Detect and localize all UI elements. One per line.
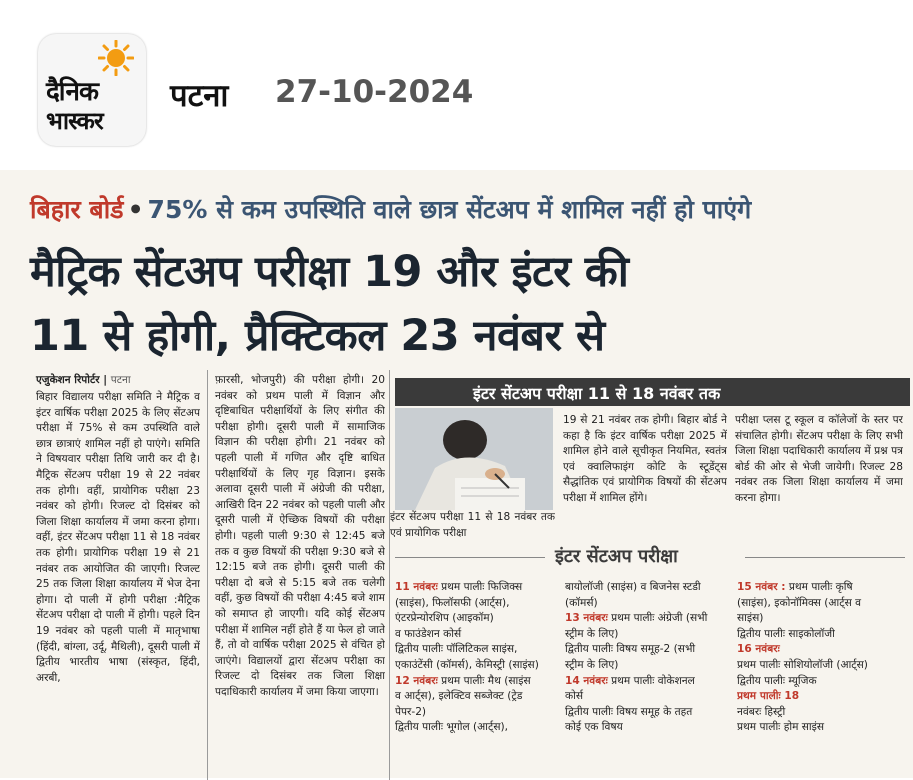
byline-place: पटना	[110, 374, 131, 386]
photo-adjacent-text: इंटर सेंटअप परीक्षा 11 से 18 नवंबर तक एवं प्रायोगिक परीक्षा	[390, 511, 555, 539]
subhead-rule-left	[395, 557, 545, 558]
edition-date: 27-10-2024	[275, 74, 474, 110]
schedule-text: स्ट्रीम के लिए)	[565, 627, 619, 640]
schedule-line	[737, 627, 907, 643]
schedule-column-1	[395, 580, 555, 780]
schedule-text: (साइंस), फिलॉसफी (आर्ट्स),	[395, 596, 510, 609]
schedule-text: द्वितीय पालीः म्यूजिक	[737, 674, 817, 687]
students-writing-photo	[395, 408, 553, 510]
schedule-text: द्वितीय पालीः साइकोलॉजी	[737, 627, 835, 640]
schedule-line	[565, 720, 730, 736]
column-divider	[389, 370, 390, 780]
schedule-line	[565, 596, 730, 612]
schedule-subhead: इंटर सेंटअप परीक्षा	[555, 546, 678, 567]
schedule-date-label: 11 नवंबरः	[395, 581, 438, 593]
schedule-line	[395, 627, 555, 643]
schedule-text: (कॉमर्स)	[565, 596, 598, 609]
logo-line-1: दैनिक	[46, 77, 98, 107]
schedule-line	[737, 642, 907, 658]
byline-reporter: एजुकेशन रिपोर्टर	[36, 374, 100, 386]
schedule-line	[395, 642, 555, 658]
schedule-line	[395, 720, 555, 736]
sun-icon	[98, 40, 134, 76]
schedule-line	[565, 674, 730, 690]
source-header	[0, 0, 913, 170]
schedule-text: व आर्ट्स), इलेक्टिव सब्जेक्ट (ट्रेड	[395, 690, 523, 703]
schedule-date-label: 15 नवंबर :	[737, 581, 786, 593]
schedule-text: व फाउंडेशन कोर्स	[395, 627, 462, 640]
headline-line-2: 11 से होगी, प्रैक्टिकल 23 नवंबर से	[30, 311, 605, 361]
newspaper-clipping	[0, 170, 913, 778]
schedule-line	[737, 705, 907, 721]
schedule-text: नवंबरः हिस्ट्री	[737, 705, 786, 718]
schedule-line	[395, 705, 555, 721]
schedule-line	[395, 689, 555, 705]
schedule-text: प्रथम पालीः कृषि	[785, 581, 853, 593]
schedule-text: कोर्स	[565, 690, 584, 703]
schedule-text: एंटरप्रेन्योरशिप (आइकॉम)	[395, 612, 494, 625]
schedule-text: प्रथम पालीः सोशियोलॉजी (आर्ट्स)	[737, 658, 868, 671]
schedule-column-3	[737, 580, 907, 780]
schedule-line	[565, 705, 730, 721]
article-column-4: परीक्षा प्लस टू स्कूल व कॉलेजों के स्तर पर संचालित होगी। सेंटअप परीक्षा के लिए सभी जिला शिक्षा पदाधिकारी कार्यालय में प्रश्न पत्र बोर्ड की ओर से भेजी जायेगी। रिजल्ट 28 नवंबर तक जिला शिक्षा कार्यालय में जमा करना होगा।	[735, 414, 903, 504]
schedule-line	[737, 611, 907, 627]
exam-photo-illustration	[395, 408, 553, 510]
schedule-line	[395, 658, 555, 674]
schedule-date-label: 13 नवंबरः	[565, 612, 608, 625]
kicker	[30, 192, 751, 226]
schedule-line	[395, 611, 555, 627]
schedule-text: स्ट्रीम के लिए)	[565, 658, 619, 671]
schedule-date-label: 12 नवंबरः	[395, 674, 438, 687]
schedule-text: प्रथम पालीः होम साइंस	[737, 721, 825, 734]
schedule-text: प्रथम पालीः वोकेशनल	[607, 674, 695, 687]
schedule-column-2	[565, 580, 730, 780]
headline-line-1: मैट्रिक सेंटअप परीक्षा 19 और इंटर की	[30, 247, 629, 297]
schedule-line	[565, 689, 730, 705]
schedule-text: प्रथम पालीः फिजिक्स	[437, 581, 523, 593]
schedule-line	[737, 689, 907, 705]
city-label: पटना	[170, 78, 229, 114]
column-divider	[207, 370, 208, 780]
article-column-2: फ़ारसी, भोजपुरी) की परीक्षा होगी। 20 नवंबर को प्रथम पाली में विज्ञान और दृष्टिबाधित परीक्षार्थियों के लिए संगीत की परीक्षा होगी। दूसरी पाली में सामाजिक विज्ञान की परीक्षा होगी। 21 नवंबर को पहली पाली में गणित और दृष्टि बाधित परीक्षार्थियों के लिए गृह विज्ञान। इसके अलावा दूसरी पाली में अंग्रेजी की परीक्षा, आखिरी दिन 22 नवंबर को पहली पाली और दूसरी पाली में ऐच्छिक विषयों की परीक्षा होगी। पहली पाली 9:30 से 12:45 बजे तक व कुछ विषयों की परीक्षा 9:30 बजे से 12:15 बजे तक होगी। दूसरी पाली की परीक्षा दो बजे से 5:15 बजे तक चलेगी वहीं, कुछ विषयों की परीक्षा 4:45 बजे शाम को समाप्त हो जाएगी। यदि कोई सेंटअप परीक्षा में शामिल नहीं होते हैं या फेल हो जाते हैं, तो वो वार्षिक परीक्षा 2025 से वंचित हो जाएंगे। विद्यालयों द्वारा सेंटअप परीक्षा का रिजल्ट दो दिसंबर तक जिला शिक्षा पदाधिकारी कार्यालय में जमा किया जाएगा।	[215, 374, 385, 698]
schedule-text: द्वितीय पालीः भूगोल (आर्ट्स),	[395, 721, 508, 734]
schedule-text: एकाउंटेंसी (कॉमर्स), केमिस्ट्री (साइंस)	[395, 658, 539, 671]
schedule-line	[737, 596, 907, 612]
schedule-text: (साइंस), इकोनॉमिक्स (आर्ट्स व	[737, 596, 862, 609]
schedule-text: बायोलॉजी (साइंस) व बिजनेस स्टडी	[565, 581, 701, 593]
schedule-text: द्वितीय पालीः विषय समूह-2 (सभी	[565, 643, 696, 656]
schedule-date-label: 14 नवंबरः	[565, 674, 608, 687]
schedule-line	[737, 674, 907, 690]
byline: एजुकेशन रिपोर्टर | पटना	[36, 374, 131, 386]
schedule-line	[565, 611, 730, 627]
schedule-line	[565, 627, 730, 643]
schedule-text: प्रथम पालीः मैथ (साइंस	[437, 674, 531, 687]
schedule-line	[395, 674, 555, 690]
schedule-date-label: 16 नवंबरः	[737, 643, 780, 656]
kicker-board: बिहार बोर्ड	[30, 195, 124, 224]
schedule-line	[737, 720, 907, 736]
kicker-text: 75% से कम उपस्थिति वाले छात्र सेंटअप में शामिल नहीं हो पाएंगे	[147, 195, 752, 224]
schedule-line	[395, 596, 555, 612]
schedule-text: पेपर-2)	[395, 705, 427, 718]
subhead-rule-right	[745, 557, 905, 558]
schedule-text: द्वितीय पालीः विषय समूह के तहत	[565, 705, 693, 718]
schedule-text: साइंस)	[737, 612, 764, 625]
dainik-bhaskar-logo	[38, 34, 146, 146]
schedule-text: प्रथम पालीः अंग्रेजी (सभी	[607, 612, 708, 625]
article-column-3: 19 से 21 नवंबर तक होगी। बिहार बोर्ड ने कहा है कि इंटर वार्षिक परीक्षा 2025 में शामिल होने वाले सूचीकृत नियमित, स्वतंत्र एवं क्वालिफाइंग कोटि के स्टूडेंट्स सैद्धांतिक एवं प्रायोगिक विषयों की सेंटअप परीक्षा में शामिल होंगे।	[563, 414, 727, 504]
schedule-line	[565, 642, 730, 658]
schedule-line	[737, 580, 907, 596]
schedule-text: द्वितीय पालीः पॉलिटिकल साइंस,	[395, 643, 518, 656]
section-banner: इंटर सेंटअप परीक्षा 11 से 18 नवंबर तक	[395, 378, 910, 406]
kicker-bullet: •	[127, 195, 144, 224]
schedule-text: कोई एक विषय	[565, 721, 623, 734]
article-column-1: बिहार विद्यालय परीक्षा समिति ने मैट्रिक व इंटर वार्षिक परीक्षा 2025 के लिए सेंटअप परीक्षा में 75% से कम उपस्थिति वाले छात्र छात्राएं शामिल नहीं हो पाएंगे। समिति ने विषयवार परीक्षा तिथि जारी कर दी है। मैट्रिक सेंटअप परीक्षा 19 से 22 नवंबर तक होगी। वहीं, प्रायोगिक परीक्षा 23 नवंबर को होगी। रिजल्ट दो दिसंबर को जिला शिक्षा कार्यालय में जमा करना होगा। वहीं, इंटर सेंटअप परीक्षा 11 से 18 नवंबर तक होगी। प्रायोगिक परीक्षा 19 से 21 नवंबर तक आयोजित की जाएगी। रिजल्ट 25 तक जिला शिक्षा कार्यालय में भेज देना होगा। दो पाली में होगी परीक्षा :मैट्रिक सेंटअप परीक्षा दो पाली में होगी। पहले दिन 19 नवंबर को पहली पाली में मातृभाषा (हिंदी, बांग्ला, उर्दू, मैथिली), दूसरी पाली में द्वितीय भारतीय भाषा (संस्कृत, हिंदी, अरबी,	[36, 391, 200, 684]
logo-line-2: भास्कर	[46, 107, 103, 135]
schedule-line	[565, 658, 730, 674]
schedule-line	[565, 580, 730, 596]
schedule-line	[737, 658, 907, 674]
schedule-line	[395, 580, 555, 596]
schedule-date-label: प्रथम पालीः 18	[737, 690, 800, 703]
